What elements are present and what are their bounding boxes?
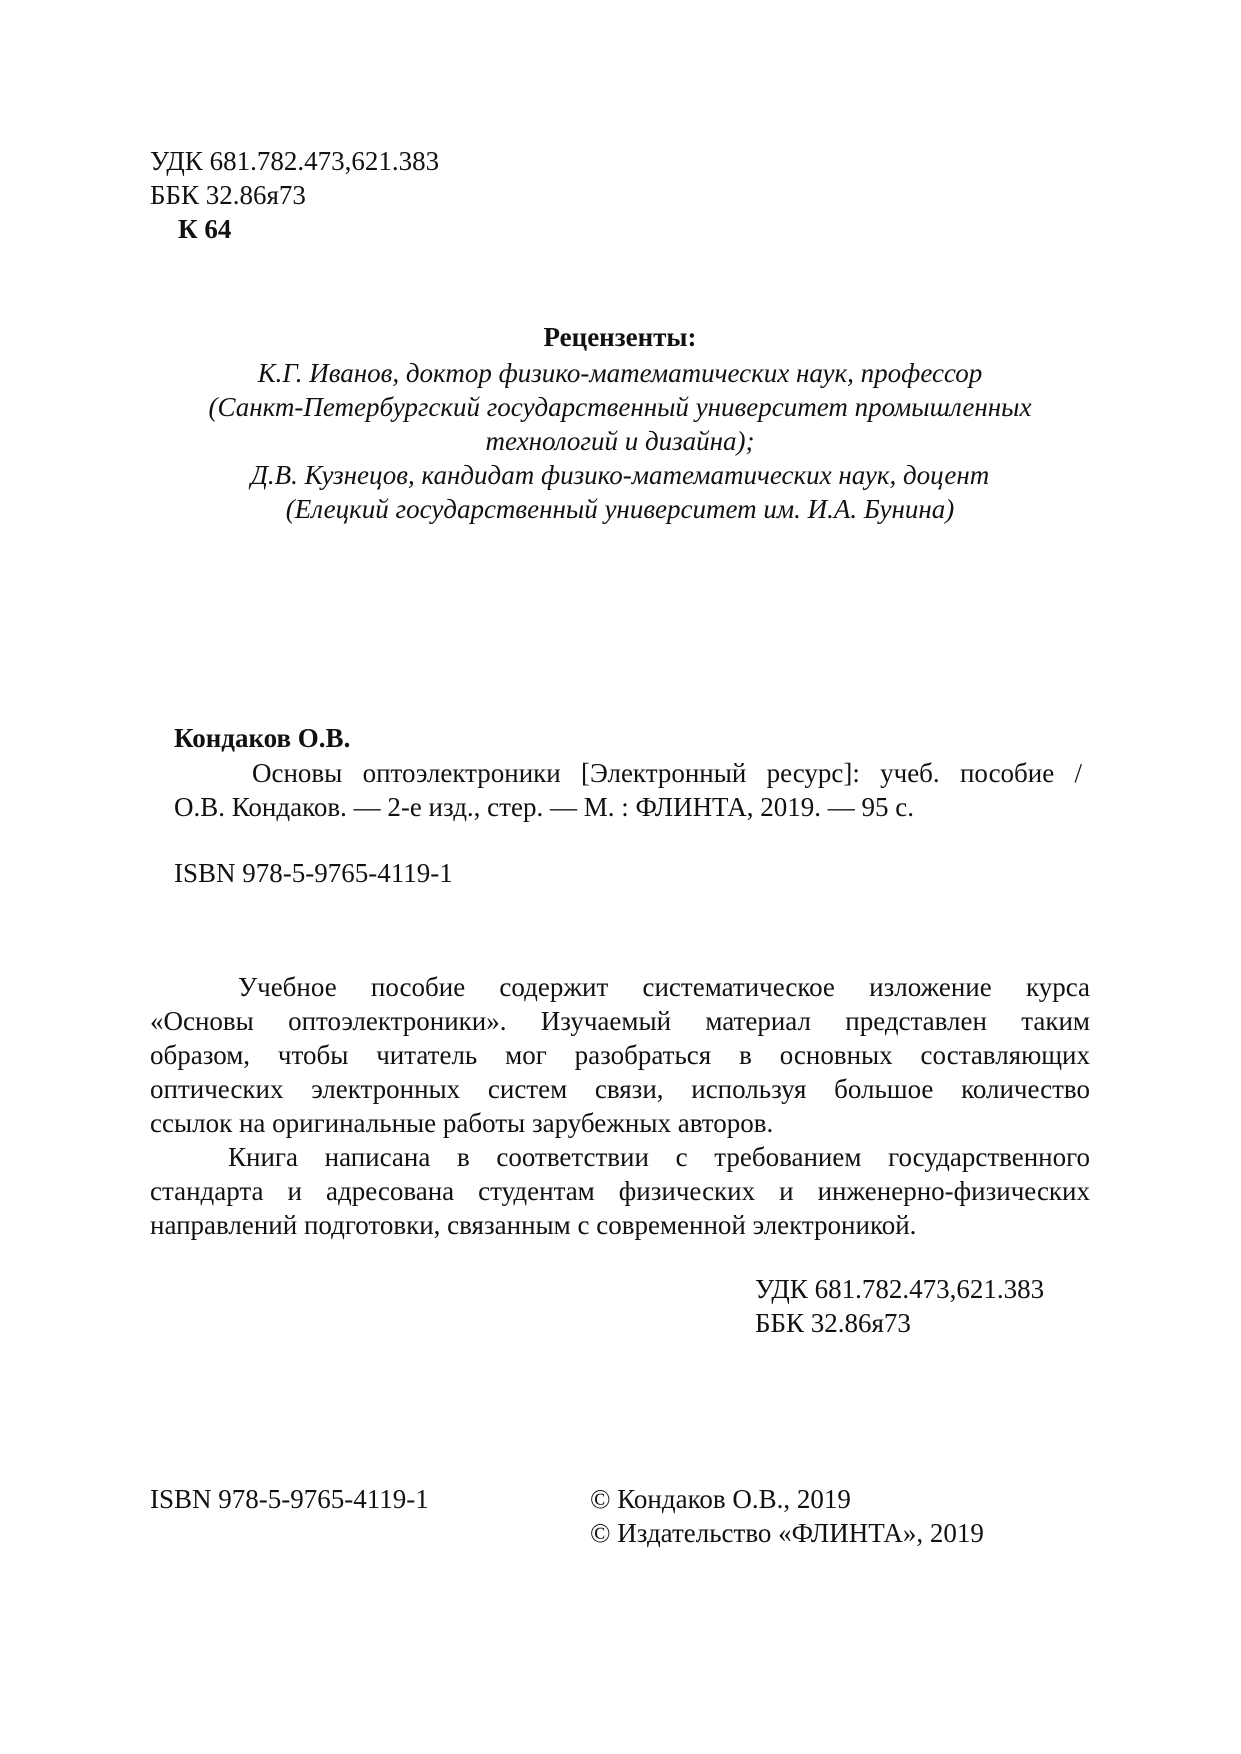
annotation-line: оптических электронных систем связи, используя большое количество xyxy=(150,1074,1090,1104)
annotation-line: стандарта и адресована студентам физических и инженерно-физических xyxy=(150,1176,1090,1206)
header-udk: УДК 681.782.473,621.383 xyxy=(150,146,440,176)
annotation-paragraph-2 xyxy=(150,1140,1090,1242)
annotation-line: направлений подготовки, связанным с современной электроникой. xyxy=(150,1210,917,1240)
annotation-line: «Основы оптоэлектроники». Изучаемый материал представлен таким xyxy=(150,1006,1090,1036)
reviewer-line: (Елецкий государственный университет им. И.А. Бунина) xyxy=(285,494,955,524)
classification-bbk: ББК 32.86я73 xyxy=(755,1308,911,1338)
book-isbn: ISBN 978-5-9765-4119-1 xyxy=(174,858,453,888)
copyright-author: © Кондаков О.В., 2019 xyxy=(590,1484,851,1514)
reviewer-line: технологий и дизайна); xyxy=(485,426,755,456)
bibliographic-description xyxy=(174,756,1082,824)
header-bbk: ББК 32.86я73 xyxy=(150,180,306,210)
reviewer-line: Д.В. Кузнецов, кандидат физико-математических наук, доцент xyxy=(250,460,990,490)
annotation-line: образом, чтобы читатель мог разобраться в основных составляющих xyxy=(150,1040,1090,1070)
copyright-block xyxy=(590,1482,984,1550)
classification-udk: УДК 681.782.473,621.383 xyxy=(755,1274,1045,1304)
copyright-publisher: © Издательство «ФЛИНТА», 2019 xyxy=(590,1518,984,1548)
footer-isbn: ISBN 978-5-9765-4119-1 xyxy=(150,1484,429,1514)
reviewer-line: (Санкт-Петербургский государственный университет промышленных xyxy=(208,392,1032,422)
classification-block xyxy=(755,1272,1044,1340)
annotation-line: Книга написана в соответствии с требованием государственного xyxy=(228,1142,1090,1172)
bib-line-1: Основы оптоэлектроники [Электронный ресурс]: учеб. пособие / xyxy=(252,758,1082,788)
reviewer-line: К.Г. Иванов, доктор физико-математических наук, профессор xyxy=(257,358,983,388)
annotation-line: ссылок на оригинальные работы зарубежных авторов. xyxy=(150,1108,774,1138)
reviewers-title: Рецензенты: xyxy=(543,322,697,352)
header-block xyxy=(150,144,439,246)
reviewers-block xyxy=(130,320,1110,526)
annotation-line: Учебное пособие содержит систематическое изложение курса xyxy=(238,972,1090,1002)
annotation-paragraph-1 xyxy=(150,970,1090,1140)
book-author: Кондаков О.В. xyxy=(174,723,351,753)
author-mark: К 64 xyxy=(178,214,232,244)
bib-line-2: О.В. Кондаков. — 2-е изд., стер. — М. : ФЛИНТА, 2019. — 95 с. xyxy=(174,792,914,822)
